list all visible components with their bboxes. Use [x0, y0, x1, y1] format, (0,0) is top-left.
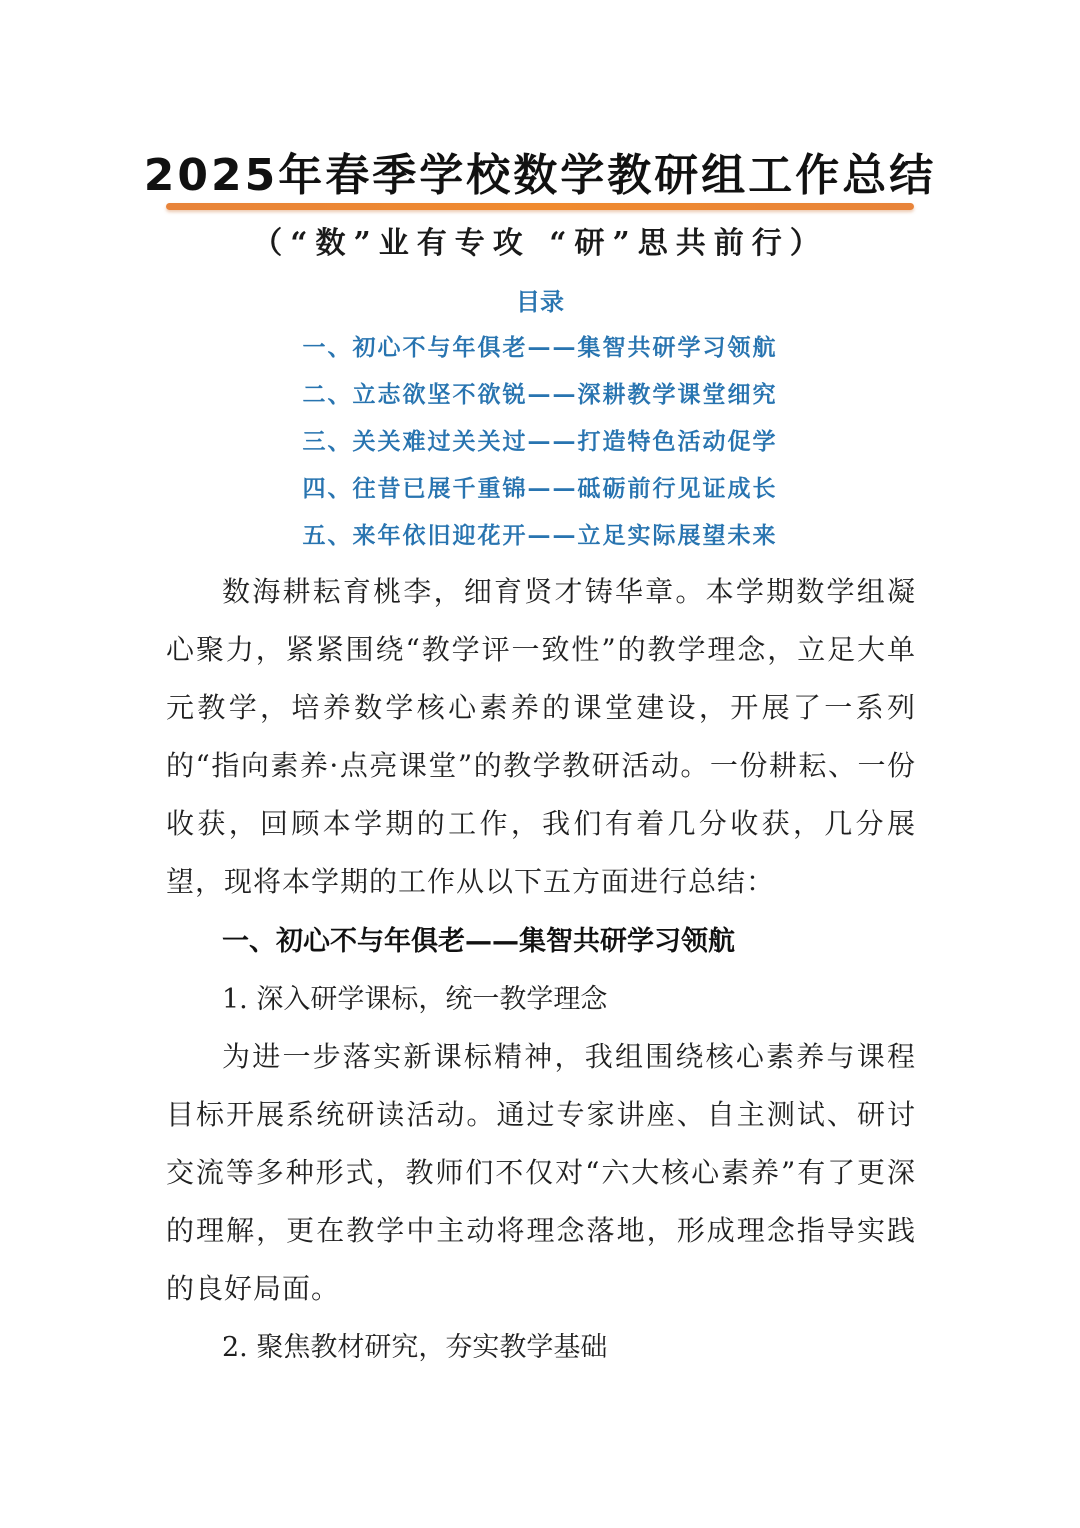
- document-title: 2025年春季学校数学教研组工作总结: [143, 150, 937, 201]
- toc-item-1[interactable]: 一、初心不与年俱老——集智共研学习领航: [302, 334, 778, 361]
- toc-item-3[interactable]: 三、关关难过关关过——打造特色活动促学: [302, 428, 778, 455]
- toc-item-4[interactable]: 四、往昔已展千重锦——砥砺前行见证成长: [302, 475, 778, 502]
- table-of-contents: [0, 330, 1080, 565]
- toc-item-5[interactable]: 五、来年依旧迎花开——立足实际展望未来: [302, 522, 778, 549]
- item-1-paragraph: 为进一步落实新课标精神，我组围绕核心素养与课程目标开展系统研读活动。通过专家讲座、自主测试、研讨交流等多种形式，教师们不仅对“六大核心素养”有了更深的理解，更在教学中主动将理念落地，形成理念指导实践的良好局面。: [166, 1040, 916, 1305]
- title-underline-decoration: [166, 203, 914, 210]
- section-1-heading: 一、初心不与年俱老——集智共研学习领航: [222, 926, 735, 957]
- item-1-heading: 1. 深入研学课标，统一教学理念: [222, 984, 608, 1015]
- toc-item-2[interactable]: 二、立志欲坚不欲锐——深耕教学课堂细究: [302, 381, 778, 408]
- intro-paragraph: 数海耕耘育桃李，细育贤才铸华章。本学期数学组凝心聚力，紧紧围绕“教学评一致性”的教学理念，立足大单元教学，培养数学核心素养的课堂建设，开展了一系列的“指向素养·点亮课堂”的教学教研活动。一份耕耘、一份收获，回顾本学期的工作，我们有着几分收获，几分展望，现将本学期的工作从以下五方面进行总结：: [166, 575, 916, 898]
- document-subtitle: （“数”业有专攻 “研”思共前行）: [252, 226, 828, 261]
- item-2-heading: 2. 聚焦教材研究，夯实教学基础: [222, 1332, 608, 1363]
- toc-heading: 目录: [516, 287, 564, 316]
